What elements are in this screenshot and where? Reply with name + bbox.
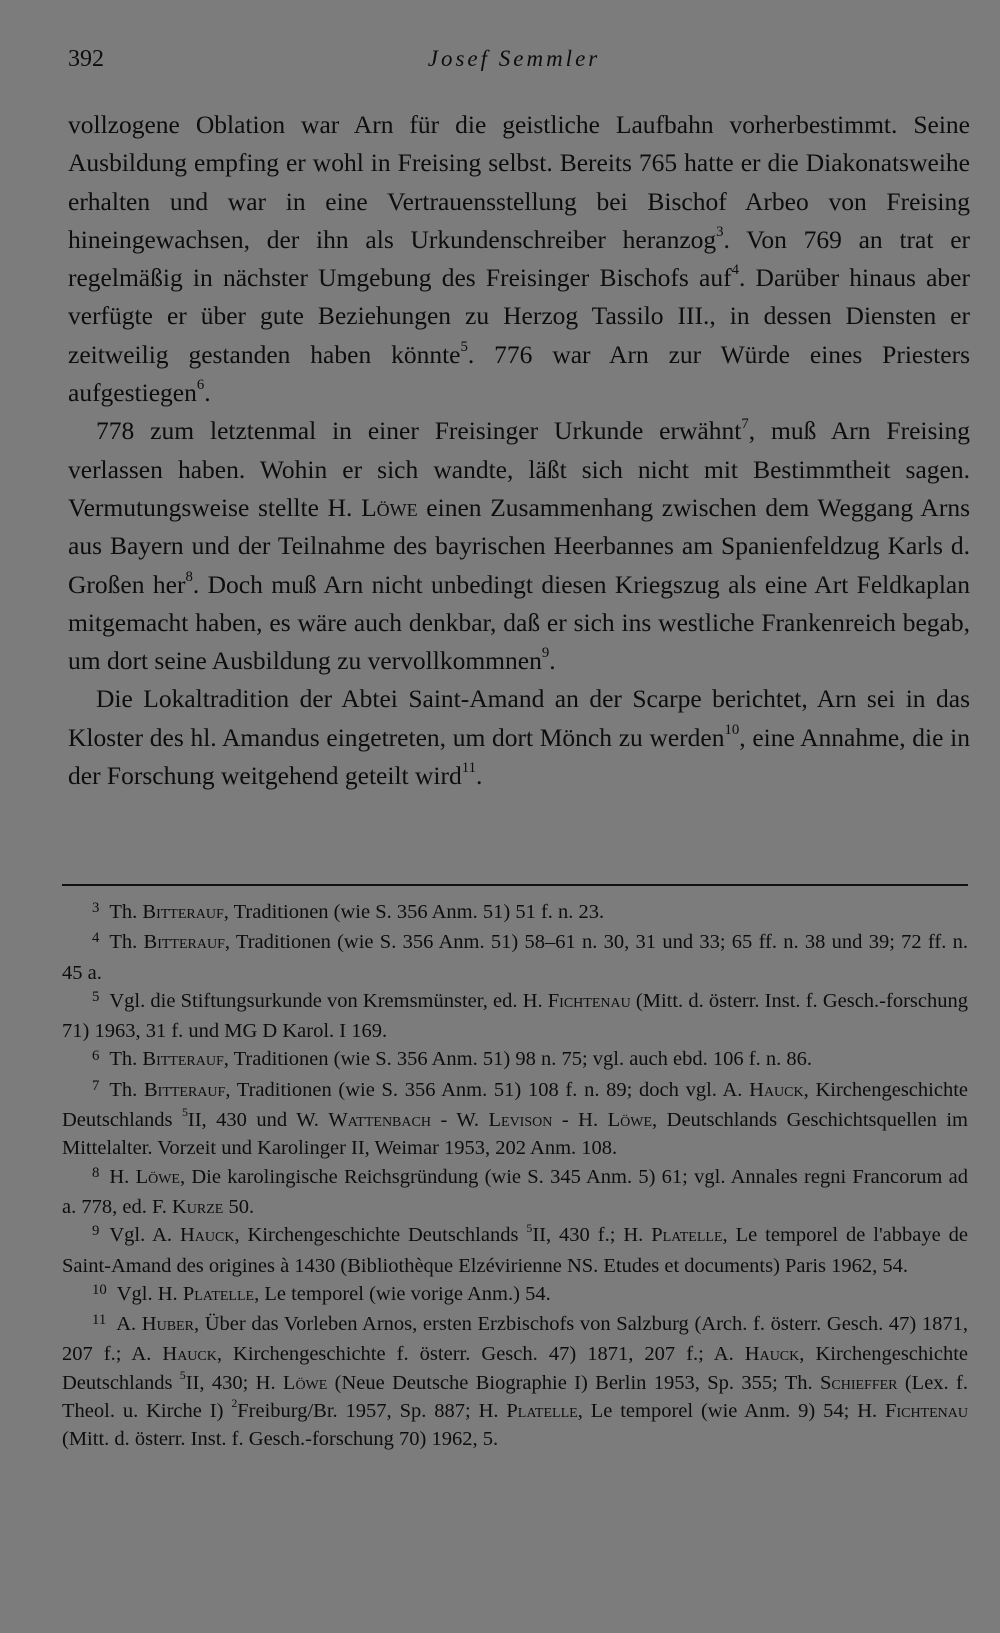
text-run: II, 430 f.; H. xyxy=(532,1224,652,1247)
footnote-ref[interactable]: 3 xyxy=(716,224,724,241)
text-run: . xyxy=(549,646,556,676)
edition-superscript: 2 xyxy=(231,1396,238,1411)
author-name: Hauck xyxy=(744,1343,800,1366)
text-run: 50. xyxy=(223,1195,255,1218)
author-name: Bitterauf xyxy=(142,1048,224,1071)
footnote-number: 8 xyxy=(92,1164,100,1181)
footnote-ref[interactable]: 4 xyxy=(731,262,739,279)
author-name: Bitterauf xyxy=(143,1078,226,1101)
author-name: Löwe xyxy=(607,1109,653,1132)
footnote-ref[interactable]: 10 xyxy=(724,722,740,739)
text-run: . xyxy=(475,761,483,791)
text-run: Th. xyxy=(109,1078,144,1101)
text-run: Vgl. die Stiftungsurkunde von Kremsmünster, ed. H. xyxy=(109,989,548,1012)
text-run: , Traditionen (wie S. 356 Anm. 51) 98 n. 75; vgl. auch ebd. 106 f. n. 86. xyxy=(223,1048,812,1071)
text-run: , Traditionen (wie S. 356 Anm. 51) 51 f. n. 23. xyxy=(223,901,605,923)
paragraph xyxy=(68,106,970,412)
text-run: (Mitt. d. österr. Inst. f. Gesch.-forschung 70) 1962, 5. xyxy=(62,1428,499,1451)
footnote xyxy=(62,1045,968,1075)
text-run: H. xyxy=(109,1165,136,1188)
edition-superscript: 5 xyxy=(181,1105,188,1120)
footnote xyxy=(62,898,968,928)
footnote-ref[interactable]: 8 xyxy=(185,568,193,585)
page-header xyxy=(68,46,960,82)
author-name: Hauck xyxy=(749,1078,804,1101)
footnote-separator xyxy=(62,884,968,886)
text-run: II, 430 und W. xyxy=(187,1109,329,1132)
text-run: Vgl. A. xyxy=(109,1224,180,1247)
author-name: Fichtenau xyxy=(547,989,631,1012)
text-run: Vgl. H. xyxy=(116,1282,183,1305)
text-run: , Über das Vorleben Arnos, ersten Erzbischofs von Salzburg (Arch. f. österr. Gesch. 47) 1871, 207 f.; A. xyxy=(62,1313,968,1366)
author-name: Löwe xyxy=(135,1165,180,1188)
author-name: Löwe xyxy=(282,1371,328,1394)
author-name: Levison xyxy=(488,1109,553,1132)
text-run: , Kirchengeschichte Deutschlands xyxy=(234,1224,527,1247)
author-name: Bitterauf xyxy=(142,901,224,923)
footnotes xyxy=(62,898,968,1454)
author-name: Platelle xyxy=(506,1400,578,1423)
text-run: , muß Arn Freising verlassen haben. Wohin er sich wandte, läßt sich nicht mit Bestimmtheit sagen. Vermutungsweise stellte H. xyxy=(68,416,970,522)
text-run: . Darüber hinaus aber verfügte er über gute Beziehungen zu Herzog Tassilo III., in dessen Diensten er zeitweilig gestanden haben könnte xyxy=(68,263,970,369)
footnote-number: 9 xyxy=(92,1223,100,1240)
page-number: 392 xyxy=(68,46,104,72)
text-run: - W. xyxy=(430,1109,489,1132)
text-run: (Mitt. d. österr. Inst. f. Gesch.-forschung 71) 1963, 31 f. und MG D Karol. I 169. xyxy=(62,989,968,1043)
text-run: , Kirchengeschichte f. österr. Gesch. 47) 1871, 207 f.; A. xyxy=(216,1343,745,1366)
author-name: Hauck xyxy=(179,1224,235,1247)
author-name: Bitterauf xyxy=(143,931,225,954)
text-run: , eine Annahme, die in der Forschung weitgehend geteilt wird xyxy=(68,722,970,791)
text-run: Freiburg/Br. 1957, Sp. 887; H. xyxy=(237,1400,507,1423)
footnote-number: 5 xyxy=(92,989,100,1005)
text-run: (Lex. f. Theol. u. Kirche I) xyxy=(62,1371,968,1423)
footnote-number: 4 xyxy=(92,930,100,947)
text-run: Th. xyxy=(109,931,144,954)
paragraph xyxy=(68,680,970,795)
text-run: Th. xyxy=(109,901,143,923)
text-run: . 776 war Arn zur Würde eines Priesters aufgestiegen xyxy=(68,339,970,408)
text-run: - H. xyxy=(552,1109,608,1132)
text-run: , Traditionen (wie S. 356 Anm. 51) 108 f. n. 89; doch vgl. A. xyxy=(225,1078,750,1101)
text-run: , Le temporel (wie Anm. 9) 54; H. xyxy=(577,1400,886,1423)
footnote xyxy=(62,1280,968,1310)
footnote xyxy=(62,928,968,987)
text-run: , Traditionen (wie S. 356 Anm. 51) 58–61 n. 30, 31 und 33; 65 ff. n. 38 und 39; 72 ff. n. 45 a. xyxy=(62,931,968,984)
text-run: II, 430; H. xyxy=(185,1371,283,1394)
author-name: Huber xyxy=(141,1313,194,1336)
footnote-number: 3 xyxy=(92,900,100,917)
author-name: Wattenbach xyxy=(328,1109,431,1132)
text-run: Die Lokaltradition der Abtei Saint-Amand an der Scarpe berichtet, Arn sei in das Kloster des hl. Amandus eingetreten, um dort Mönch zu werden xyxy=(68,684,970,752)
text-run: , Le temporel de l'abbaye de Saint-Amand des origines à 1430 (Bibliothèque Elzévirienne NS. Etudes et documents) Paris 1962, 54. xyxy=(62,1224,968,1277)
author-name: Schieffer xyxy=(819,1371,898,1394)
edition-superscript: 5 xyxy=(526,1220,533,1235)
author-name: Fichtenau xyxy=(885,1400,968,1423)
footnote xyxy=(62,1076,968,1163)
footnote-ref[interactable]: 6 xyxy=(196,377,205,394)
text-run: 778 zum letztenmal in einer Freisinger Urkunde erwähnt xyxy=(96,416,742,446)
footnote-ref[interactable]: 7 xyxy=(741,415,749,432)
text-run: . Von 769 an trat er regelmäßig in nächster Umgebung des Freisinger Bischofs auf xyxy=(68,224,971,293)
author-name: Kurze xyxy=(171,1195,224,1218)
text-run: . Doch muß Arn nicht unbedingt diesen Kriegszug als eine Art Feldkaplan mitgemacht haben, es wäre auch denkbar, daß er sich ins westliche Frankenreich begab, um dort seine Ausbildung zu vervollkommnen xyxy=(68,569,970,676)
text-run: einen Zusammenhang zwischen dem Weggang Arns aus Bayern und der Teilnahme des bayrischen Heerbannes am Spanienfeldzug Karls d. Großen her xyxy=(68,492,970,599)
paragraph xyxy=(68,412,970,680)
text-run: , Kirchengeschichte Deutschlands xyxy=(62,1078,968,1132)
text-run: , Deutschlands Geschichtsquellen im Mittelalter. Vorzeit und Karolinger II, Weimar 1953, 202 Anm. 108. xyxy=(62,1109,968,1160)
footnote xyxy=(62,1163,968,1222)
footnote-number: 7 xyxy=(92,1077,100,1094)
running-head: Josef Semmler xyxy=(427,46,601,71)
author-name: Platelle xyxy=(651,1224,723,1247)
text-run: , Kirchengeschichte Deutschlands xyxy=(62,1343,968,1394)
footnote-number: 10 xyxy=(92,1281,107,1298)
footnote-ref[interactable]: 9 xyxy=(541,645,550,662)
text-run: (Neue Deutsche Biographie I) Berlin 1953, Sp. 355; Th. xyxy=(327,1371,820,1394)
author-name: Hauck xyxy=(162,1343,217,1366)
footnote-number: 6 xyxy=(92,1047,100,1064)
text-run: , Le temporel (wie vorige Anm.) 54. xyxy=(254,1282,551,1305)
footnote-ref[interactable]: 11 xyxy=(461,760,476,777)
text-run: , Die karolingische Reichsgründung (wie S. 345 Anm. 5) 61; vgl. Annales regni Francorum ad a. 778, ed. F. xyxy=(62,1165,968,1218)
text-run: . xyxy=(204,378,211,408)
footnote-ref[interactable]: 5 xyxy=(460,339,468,356)
author-name: Platelle xyxy=(182,1282,255,1305)
footnote xyxy=(62,1221,968,1280)
text-run: Th. xyxy=(109,1048,143,1071)
edition-superscript: 5 xyxy=(179,1368,186,1383)
main-text xyxy=(68,106,970,795)
footnote xyxy=(62,1310,968,1453)
text-run: vollzogene Oblation war Arn für die geistliche Laufbahn vorherbestimmt. Seine Ausbildung empfing er wohl in Freising selbst. Bereits 765 hatte er die Diakonatsweihe erhalten und war in eine Vertrauensstellung bei Bischof Arbeo von Freising hineingewachsen, der ihn als Urkundenschreiber heranzog xyxy=(68,110,970,254)
author-name: Löwe xyxy=(361,492,418,522)
footnote-number: 11 xyxy=(92,1312,107,1329)
text-run: A. xyxy=(116,1313,142,1336)
footnote xyxy=(62,987,968,1046)
